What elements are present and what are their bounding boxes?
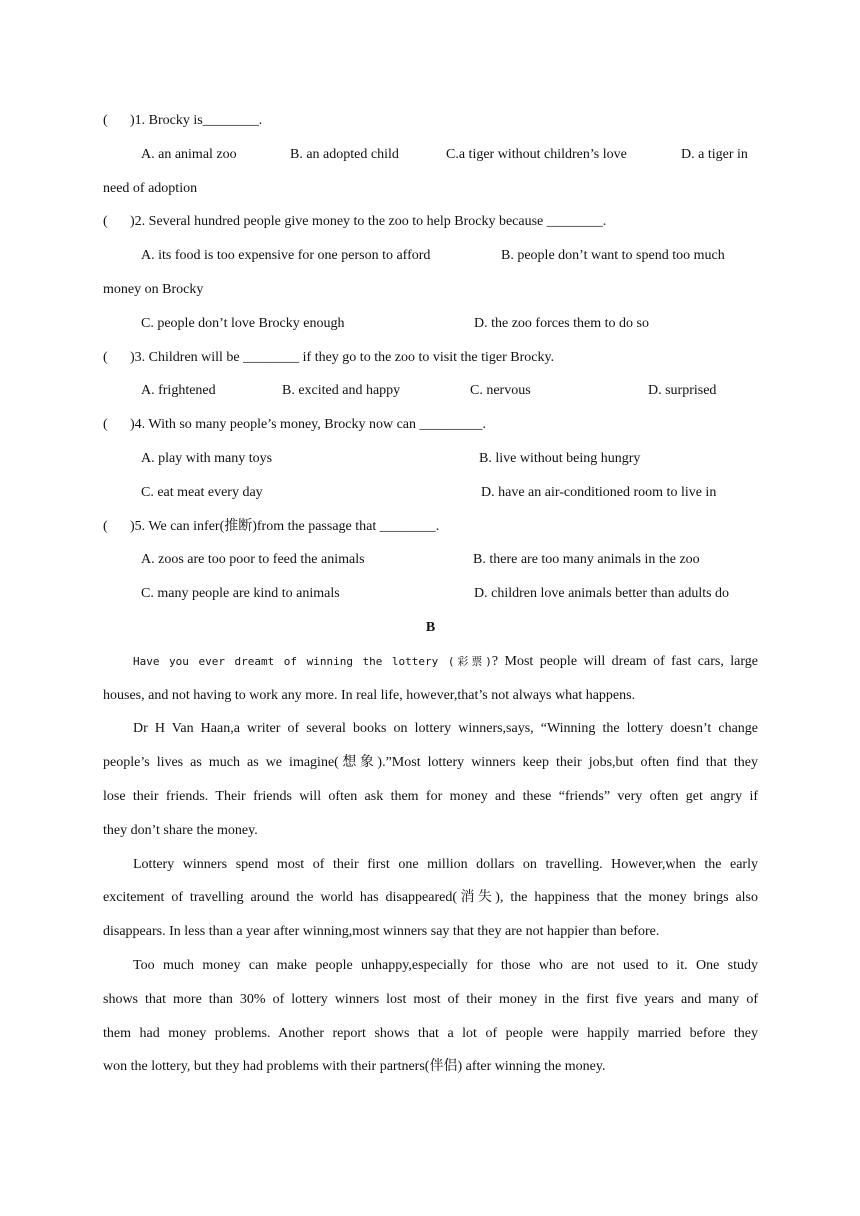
- question-stem: )1. Brocky is________.: [130, 113, 263, 128]
- options-row: [103, 476, 758, 510]
- answer-blank[interactable]: (: [103, 113, 108, 128]
- option-a: A. its food is too expensive for one person to afford: [141, 248, 431, 264]
- option-d: D. the zoo forces them to do so: [474, 315, 649, 331]
- paragraph-3-line: excitement of travelling around the world has disappeared(消失), the happiness that the money brings also: [103, 890, 758, 906]
- option-a: A. play with many toys: [141, 450, 273, 466]
- paragraph-4-line: Too much money can make people unhappy,especially for those who are not used to it. One study: [133, 957, 758, 973]
- paragraph-4-line: them had money problems. Another report shows that a lot of people were happily married before they: [103, 1025, 758, 1041]
- paragraph-2-line: people’s lives as much as we imagine(想象).”Most lottery winners keep their jobs,but often find that they: [103, 755, 758, 771]
- question-3: [103, 341, 758, 375]
- option-b: B. excited and happy: [282, 383, 401, 399]
- paragraph-1-mono-text: Have you ever dreamt of winning the lottery (彩票): [133, 654, 492, 668]
- option-b: B. there are too many animals in the zoo: [473, 552, 700, 568]
- paragraph-4-line: shows that more than 30% of lottery winners lost most of their money in the first five years and many of: [103, 991, 758, 1007]
- question-stem: )5. We can infer(推断)from the passage that ________.: [130, 518, 440, 534]
- option-c: C.a tiger without children’s love: [446, 146, 627, 162]
- option-d: D. have an air-conditioned room to live in: [481, 484, 717, 500]
- options-row: [103, 577, 758, 611]
- option-a: A. frightened: [141, 383, 216, 399]
- answer-blank[interactable]: (: [103, 518, 108, 534]
- option-c: C. nervous: [470, 383, 531, 399]
- option-continuation: money on Brocky: [103, 281, 204, 297]
- paragraph-1-line: houses, and not having to work any more. In real life, however,that’s not always what happens.: [103, 687, 636, 703]
- section-heading: B: [425, 619, 436, 635]
- options-row: [103, 374, 758, 408]
- option-c: C. many people are kind to animals: [141, 586, 340, 602]
- option-c: C. people don’t love Brocky enough: [141, 315, 345, 331]
- answer-blank[interactable]: (: [103, 214, 108, 230]
- worksheet-page: [103, 104, 758, 1084]
- option-c: C. eat meat every day: [141, 484, 263, 500]
- options-row: [103, 543, 758, 577]
- paragraph-3-line: Lottery winners spend most of their first one million dollars on travelling. However,when the early: [133, 856, 758, 872]
- option-continuation: need of adoption: [103, 180, 198, 196]
- option-a: A. an animal zoo: [141, 146, 237, 162]
- answer-blank[interactable]: (: [103, 349, 108, 365]
- paragraph-1-text: ? Most people will dream of fast cars, large: [491, 653, 759, 669]
- options-row: [103, 239, 758, 273]
- question-stem: )2. Several hundred people give money to the zoo to help Brocky because ________.: [130, 214, 607, 230]
- options-row: [103, 138, 758, 172]
- options-row: [103, 442, 758, 476]
- paragraph-2-line: lose their friends. Their friends will often ask them for money and these “friends” very often get angry if: [103, 788, 758, 804]
- question-2: [103, 205, 758, 239]
- question-5: [103, 510, 758, 544]
- option-d: D. children love animals better than adults do: [474, 586, 730, 602]
- option-d: D. surprised: [648, 383, 717, 399]
- option-b: B. live without being hungry: [479, 450, 641, 466]
- paragraph-2-line: Dr H Van Haan,a writer of several books on lottery winners,says, “Winning the lottery doesn’t change: [133, 721, 758, 737]
- paragraph-4-line: won the lottery, but they had problems with their partners(伴侣) after winning the money.: [103, 1059, 606, 1075]
- question-4: [103, 408, 758, 442]
- answer-blank[interactable]: (: [103, 417, 108, 433]
- option-d: D. a tiger in: [681, 146, 748, 162]
- option-b: B. people don’t want to spend too much: [501, 248, 725, 264]
- option-a: A. zoos are too poor to feed the animals: [141, 552, 365, 568]
- options-row: [103, 307, 758, 341]
- paragraph-2-line: they don’t share the money.: [103, 822, 258, 838]
- option-b: B. an adopted child: [290, 146, 399, 162]
- question-1: [103, 104, 758, 138]
- question-stem: )4. With so many people’s money, Brocky now can _________.: [130, 417, 486, 433]
- paragraph-1-line: [103, 645, 758, 679]
- question-stem: )3. Children will be ________ if they go to the zoo to visit the tiger Brocky.: [130, 349, 555, 365]
- paragraph-3-line: disappears. In less than a year after winning,most winners say that they are not happier than before.: [103, 924, 660, 940]
